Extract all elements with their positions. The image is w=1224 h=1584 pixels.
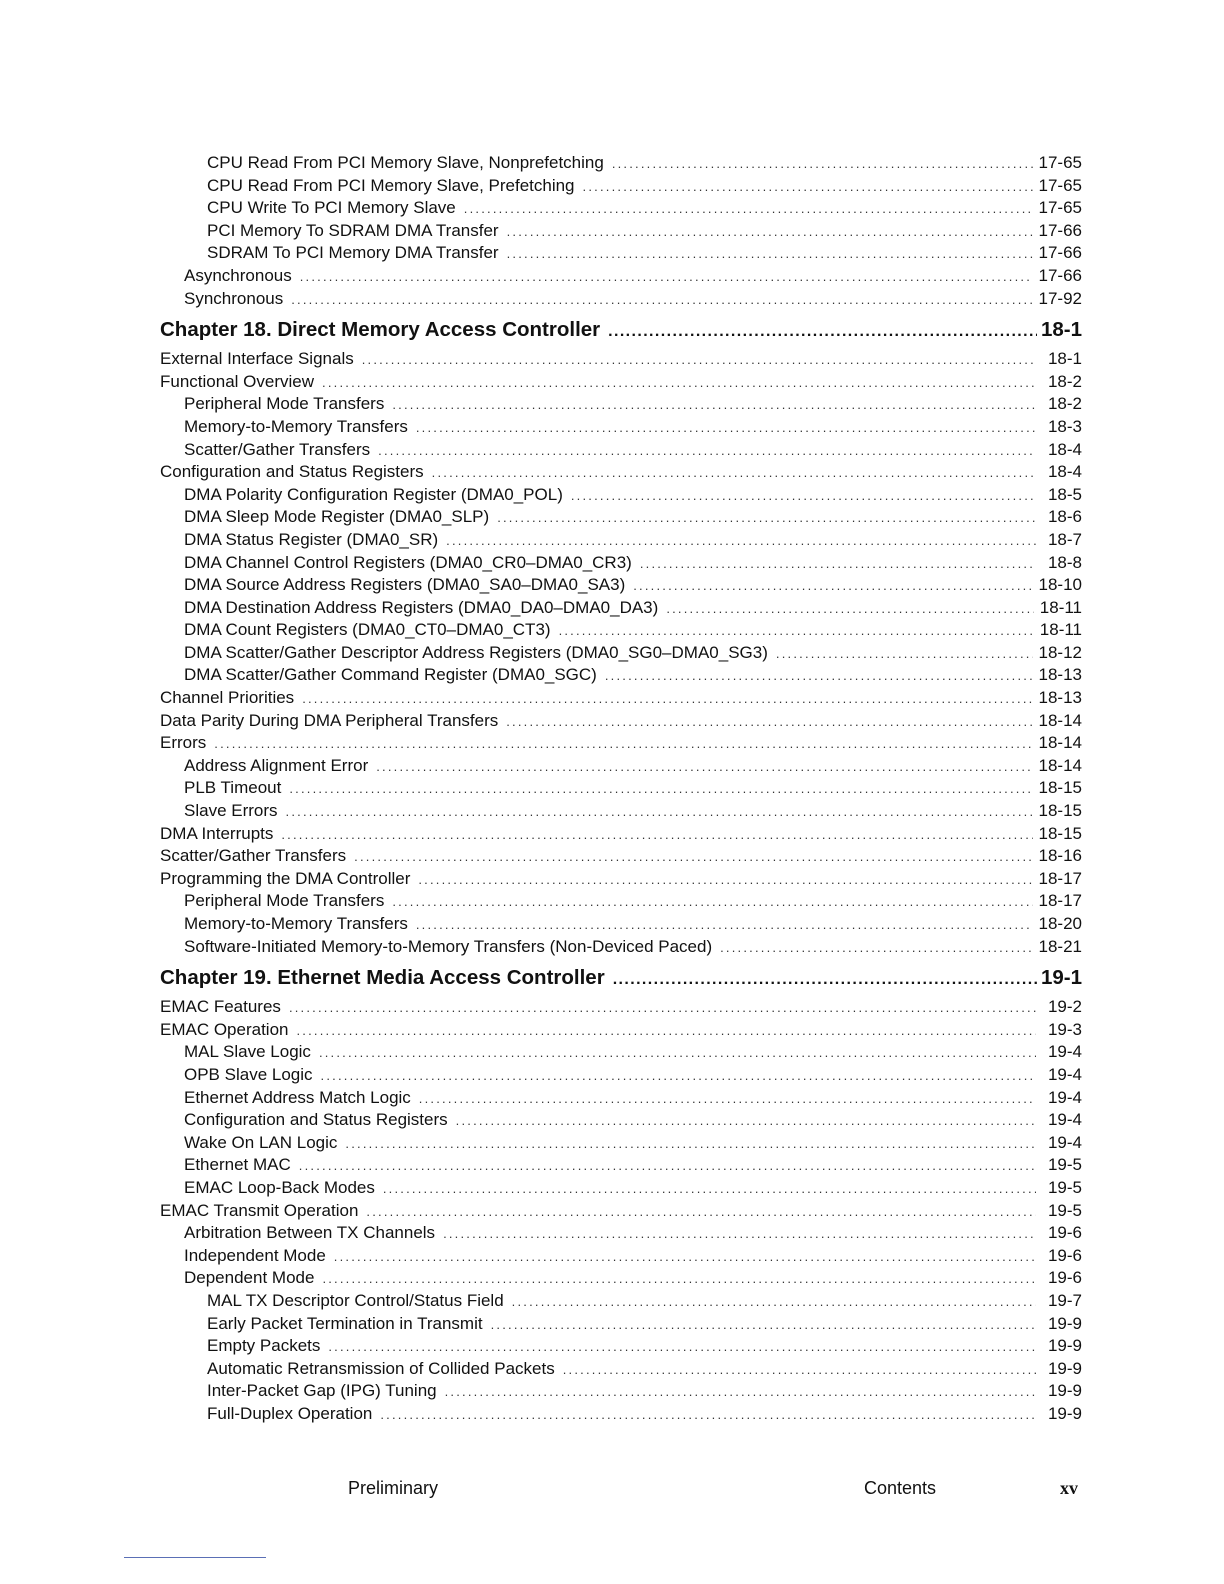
toc-entry[interactable] bbox=[160, 484, 1082, 507]
toc-entry-page: 18-11 bbox=[1039, 620, 1082, 640]
toc-entry[interactable] bbox=[160, 710, 1082, 733]
toc-entry-title: PCI Memory To SDRAM DMA Transfer bbox=[207, 220, 499, 240]
toc-entry-page: 18-10 bbox=[1038, 575, 1082, 595]
dot-leader bbox=[464, 198, 1033, 221]
toc-entry-title: EMAC Operation bbox=[160, 1019, 289, 1039]
dot-leader bbox=[418, 869, 1032, 892]
toc-entry[interactable] bbox=[160, 1267, 1082, 1290]
dot-leader bbox=[334, 1246, 1036, 1269]
toc-entry-page: 19-4 bbox=[1047, 1132, 1082, 1152]
toc-entry-title: DMA Channel Control Registers (DMA0_CR0–DMA0_CR3) bbox=[184, 552, 632, 572]
dot-leader bbox=[345, 1133, 1036, 1156]
toc-entry-page: 18-4 bbox=[1047, 439, 1082, 459]
toc-entry-title: EMAC Transmit Operation bbox=[160, 1200, 359, 1220]
toc-entry-page: 19-4 bbox=[1047, 1064, 1082, 1084]
toc-entry-page: 18-7 bbox=[1047, 529, 1082, 549]
toc-entry-page: 18-14 bbox=[1038, 733, 1082, 753]
toc-chapter-entry[interactable] bbox=[160, 313, 1082, 347]
toc-entry-title: MAL TX Descriptor Control/Status Field bbox=[207, 1290, 504, 1310]
toc-entry-page: 17-65 bbox=[1038, 198, 1082, 218]
toc-entry-title: Ethernet Address Match Logic bbox=[184, 1087, 411, 1107]
toc-entry-title: DMA Scatter/Gather Descriptor Address Registers (DMA0_SG0–DMA0_SG3) bbox=[184, 642, 768, 662]
toc-entry[interactable] bbox=[160, 823, 1082, 846]
toc-entry-title: DMA Scatter/Gather Command Register (DMA0_SGC) bbox=[184, 665, 597, 685]
toc-entry-title: Slave Errors bbox=[184, 801, 278, 821]
toc-entry[interactable] bbox=[160, 288, 1082, 311]
toc-entry-title: Programming the DMA Controller bbox=[160, 868, 411, 888]
toc-entry-title: DMA Destination Address Registers (DMA0_DA0–DMA0_DA3) bbox=[184, 597, 659, 617]
toc-entry-title: DMA Interrupts bbox=[160, 823, 274, 843]
toc-entry-title: Chapter 18. Direct Memory Access Controller bbox=[160, 318, 601, 342]
toc-entry-page: 19-9 bbox=[1047, 1381, 1082, 1401]
toc-entry-page: 18-2 bbox=[1047, 371, 1082, 391]
toc-entry-title: Memory-to-Memory Transfers bbox=[184, 914, 408, 933]
toc-entry-title: Software-Initiated Memory-to-Memory Transfers (Non-Deviced Paced) bbox=[184, 936, 713, 956]
toc-entry[interactable] bbox=[160, 845, 1082, 868]
toc-entry-page: 18-5 bbox=[1047, 484, 1082, 504]
toc-entry-title: EMAC Loop-Back Modes bbox=[184, 1177, 375, 1197]
toc-entry-page: 18-15 bbox=[1038, 801, 1082, 821]
toc-entry-title: Functional Overview bbox=[160, 371, 315, 391]
toc-entry[interactable] bbox=[160, 1380, 1082, 1403]
toc-entry[interactable] bbox=[160, 439, 1082, 462]
dot-leader bbox=[563, 1359, 1036, 1382]
toc-entry[interactable] bbox=[160, 1019, 1082, 1042]
toc-entry[interactable] bbox=[160, 1132, 1082, 1155]
toc-entry-title: Address Alignment Error bbox=[184, 755, 369, 775]
toc-entry-title: Inter-Packet Gap (IPG) Tuning bbox=[207, 1381, 437, 1401]
toc-entry-title: Early Packet Termination in Transmit bbox=[207, 1313, 483, 1333]
toc-entry[interactable] bbox=[160, 175, 1082, 198]
toc-entry[interactable] bbox=[160, 574, 1082, 597]
toc-entry-page: 17-66 bbox=[1038, 243, 1082, 263]
toc-entry-page: 19-5 bbox=[1047, 1200, 1082, 1220]
toc-entry[interactable] bbox=[160, 868, 1082, 891]
toc-entry[interactable] bbox=[160, 1087, 1082, 1110]
toc-entry[interactable] bbox=[160, 1245, 1082, 1268]
dot-leader bbox=[376, 756, 1032, 779]
toc-entry[interactable] bbox=[160, 890, 1082, 913]
dot-leader bbox=[362, 349, 1036, 372]
toc-entry[interactable] bbox=[160, 1313, 1082, 1336]
dot-leader bbox=[456, 1110, 1036, 1133]
table-of-contents bbox=[160, 152, 1082, 1425]
toc-entry-page: 18-13 bbox=[1038, 665, 1082, 685]
scan-edge-line bbox=[124, 1557, 266, 1558]
dot-leader bbox=[512, 1291, 1036, 1314]
toc-entry[interactable] bbox=[160, 1041, 1082, 1064]
toc-entry-title: Chapter 19. Ethernet Media Access Controller bbox=[160, 966, 605, 990]
toc-entry-title: Peripheral Mode Transfers bbox=[184, 394, 385, 414]
dot-leader bbox=[321, 1065, 1036, 1088]
toc-entry-page: 19-4 bbox=[1047, 1110, 1082, 1130]
toc-entry-page: 18-12 bbox=[1038, 642, 1082, 662]
toc-entry[interactable] bbox=[160, 777, 1082, 800]
toc-entry-title: Channel Priorities bbox=[160, 688, 295, 708]
dot-leader bbox=[583, 176, 1033, 199]
toc-entry[interactable] bbox=[160, 506, 1082, 529]
toc-entry[interactable] bbox=[160, 1335, 1082, 1358]
toc-entry-title: DMA Polarity Configuration Register (DMA0_POL) bbox=[184, 484, 563, 504]
dot-leader bbox=[432, 462, 1036, 485]
dot-leader bbox=[605, 665, 1033, 688]
toc-entry-page: 18-21 bbox=[1038, 936, 1082, 956]
dot-leader bbox=[666, 598, 1033, 621]
dot-leader bbox=[281, 824, 1032, 847]
toc-entry-title: DMA Sleep Mode Register (DMA0_SLP) bbox=[184, 507, 490, 527]
toc-entry[interactable] bbox=[160, 732, 1082, 755]
dot-leader bbox=[445, 1381, 1036, 1404]
dot-leader bbox=[354, 846, 1032, 869]
toc-entry-title: Automatic Retransmission of Collided Packets bbox=[207, 1358, 555, 1378]
toc-entry-page: 19-6 bbox=[1047, 1268, 1082, 1288]
toc-entry-page: 18-14 bbox=[1038, 755, 1082, 775]
dot-leader bbox=[380, 1404, 1036, 1427]
dot-leader bbox=[392, 394, 1036, 417]
toc-entry[interactable] bbox=[160, 642, 1082, 665]
toc-entry-page: 19-6 bbox=[1047, 1223, 1082, 1243]
toc-entry[interactable] bbox=[160, 242, 1082, 265]
toc-entry-page: 18-14 bbox=[1038, 710, 1082, 730]
toc-entry-title: DMA Status Register (DMA0_SR) bbox=[184, 529, 439, 549]
toc-entry-page: 18-6 bbox=[1047, 507, 1082, 527]
toc-entry[interactable] bbox=[160, 220, 1082, 243]
dot-leader bbox=[383, 1178, 1036, 1201]
dot-leader bbox=[507, 243, 1033, 266]
toc-entry[interactable] bbox=[160, 461, 1082, 484]
toc-entry-page: 18-15 bbox=[1038, 778, 1082, 798]
dot-leader bbox=[612, 153, 1033, 176]
toc-entry-page: 18-15 bbox=[1038, 823, 1082, 843]
toc-entry-title: Memory-to-Memory Transfers bbox=[184, 416, 408, 436]
toc-entry-page: 19-9 bbox=[1047, 1336, 1082, 1356]
toc-entry-page: 18-2 bbox=[1047, 394, 1082, 414]
toc-entry-page: 17-65 bbox=[1038, 175, 1082, 195]
dot-leader bbox=[720, 937, 1032, 960]
dot-leader bbox=[443, 1223, 1036, 1246]
dot-leader bbox=[446, 530, 1036, 553]
toc-entry-page: 17-66 bbox=[1038, 265, 1082, 285]
toc-entry-title: MAL Slave Logic bbox=[184, 1042, 311, 1062]
dot-leader bbox=[416, 914, 1033, 937]
dot-leader bbox=[776, 643, 1033, 666]
toc-entry[interactable] bbox=[160, 1358, 1082, 1381]
dot-leader bbox=[571, 485, 1036, 508]
toc-entry-title: PLB Timeout bbox=[184, 778, 282, 798]
toc-entry[interactable] bbox=[160, 1200, 1082, 1223]
toc-entry[interactable] bbox=[160, 197, 1082, 220]
toc-entry-title: External Interface Signals bbox=[160, 349, 354, 369]
toc-entry[interactable] bbox=[160, 1109, 1082, 1132]
dot-leader bbox=[297, 1020, 1037, 1043]
toc-entry[interactable] bbox=[160, 687, 1082, 710]
dot-leader bbox=[640, 553, 1036, 576]
dot-leader bbox=[291, 289, 1032, 312]
toc-entry-title: CPU Read From PCI Memory Slave, Nonprefetching bbox=[207, 153, 604, 172]
dot-leader bbox=[328, 1336, 1036, 1359]
toc-entry-title: Scatter/Gather Transfers bbox=[184, 439, 371, 459]
dot-leader bbox=[286, 801, 1033, 824]
toc-entry-title: CPU Read From PCI Memory Slave, Prefetching bbox=[207, 175, 575, 195]
toc-entry-page: 19-2 bbox=[1047, 997, 1082, 1017]
dot-leader bbox=[613, 963, 1037, 997]
toc-entry[interactable] bbox=[160, 371, 1082, 394]
toc-entry-page: 19-5 bbox=[1047, 1177, 1082, 1197]
toc-entry[interactable] bbox=[160, 1290, 1082, 1313]
toc-entry-title: Configuration and Status Registers bbox=[160, 462, 424, 482]
toc-entry[interactable] bbox=[160, 1177, 1082, 1200]
dot-leader bbox=[378, 440, 1036, 463]
toc-entry-title: Scatter/Gather Transfers bbox=[160, 846, 347, 866]
toc-entry-title: Data Parity During DMA Peripheral Transfers bbox=[160, 710, 499, 730]
dot-leader bbox=[289, 778, 1032, 801]
dot-leader bbox=[302, 688, 1032, 711]
dot-leader bbox=[633, 575, 1032, 598]
dot-leader bbox=[322, 372, 1036, 395]
toc-entry-title: Empty Packets bbox=[207, 1336, 321, 1356]
toc-entry-page: 19-1 bbox=[1040, 966, 1082, 990]
toc-entry[interactable] bbox=[160, 1403, 1082, 1426]
toc-entry-page: 19-6 bbox=[1047, 1245, 1082, 1265]
toc-entry[interactable] bbox=[160, 1154, 1082, 1177]
toc-entry-page: 19-3 bbox=[1047, 1019, 1082, 1039]
dot-leader bbox=[289, 997, 1036, 1020]
toc-entry-page: 19-5 bbox=[1047, 1155, 1082, 1175]
toc-entry[interactable] bbox=[160, 152, 1082, 175]
footer-section-label: Contents bbox=[864, 1478, 937, 1498]
dot-leader bbox=[559, 620, 1034, 643]
toc-entry-title: OPB Slave Logic bbox=[184, 1064, 313, 1084]
dot-leader bbox=[322, 1268, 1036, 1291]
toc-entry[interactable] bbox=[160, 755, 1082, 778]
toc-entry-page: 18-4 bbox=[1047, 462, 1082, 482]
toc-chapter-entry[interactable] bbox=[160, 961, 1082, 995]
toc-entry-page: 18-8 bbox=[1047, 552, 1082, 572]
toc-entry[interactable] bbox=[160, 393, 1082, 416]
toc-entry-page: 18-1 bbox=[1047, 349, 1082, 369]
toc-entry[interactable] bbox=[160, 416, 1082, 439]
toc-entry[interactable] bbox=[160, 1064, 1082, 1087]
footer-page-number: xv bbox=[1060, 1478, 1078, 1498]
toc-entry[interactable] bbox=[160, 552, 1082, 575]
footer-status-label: Preliminary bbox=[348, 1478, 439, 1498]
toc-entry-title: CPU Write To PCI Memory Slave bbox=[207, 198, 456, 218]
toc-entry-page: 19-9 bbox=[1047, 1313, 1082, 1333]
toc-entry[interactable] bbox=[160, 348, 1082, 371]
dot-leader bbox=[507, 221, 1033, 244]
dot-leader bbox=[319, 1042, 1036, 1065]
toc-entry[interactable] bbox=[160, 265, 1082, 288]
toc-entry-title: Arbitration Between TX Channels bbox=[184, 1223, 436, 1243]
toc-entry-page: 19-7 bbox=[1047, 1290, 1082, 1310]
dot-leader bbox=[497, 507, 1036, 530]
dot-leader bbox=[419, 1088, 1036, 1111]
toc-entry-page: 17-66 bbox=[1038, 220, 1082, 240]
toc-entry[interactable] bbox=[160, 597, 1082, 620]
dot-leader bbox=[392, 891, 1032, 914]
dot-leader bbox=[506, 711, 1032, 734]
toc-entry[interactable] bbox=[160, 800, 1082, 823]
toc-entry[interactable] bbox=[160, 664, 1082, 687]
toc-entry-page: 18-11 bbox=[1039, 597, 1082, 617]
toc-entry[interactable] bbox=[160, 1222, 1082, 1245]
toc-entry-title: Ethernet MAC bbox=[184, 1155, 291, 1175]
toc-entry-page: 18-17 bbox=[1038, 868, 1082, 888]
dot-leader bbox=[299, 1155, 1036, 1178]
toc-entry-title: DMA Count Registers (DMA0_CT0–DMA0_CT3) bbox=[184, 620, 551, 640]
toc-entry-title: SDRAM To PCI Memory DMA Transfer bbox=[207, 243, 499, 263]
page-footer bbox=[0, 1478, 1224, 1502]
toc-entry-page: 17-65 bbox=[1038, 153, 1082, 172]
toc-entry[interactable] bbox=[160, 936, 1082, 959]
dot-leader bbox=[214, 733, 1032, 756]
toc-entry-title: Dependent Mode bbox=[184, 1268, 315, 1288]
toc-entry-page: 17-92 bbox=[1038, 288, 1082, 308]
toc-entry-page: 19-9 bbox=[1047, 1403, 1082, 1423]
toc-entry[interactable] bbox=[160, 913, 1082, 936]
toc-entry-page: 19-4 bbox=[1047, 1042, 1082, 1062]
toc-entry-page: 19-9 bbox=[1047, 1358, 1082, 1378]
toc-entry-title: Independent Mode bbox=[184, 1245, 326, 1265]
toc-entry-page: 18-20 bbox=[1038, 914, 1082, 933]
toc-entry[interactable] bbox=[160, 996, 1082, 1019]
toc-entry-title: Asynchronous bbox=[184, 265, 292, 285]
toc-entry-page: 18-16 bbox=[1038, 846, 1082, 866]
dot-leader bbox=[366, 1201, 1036, 1224]
toc-entry-title: Synchronous bbox=[184, 288, 284, 308]
toc-entry-title: Full-Duplex Operation bbox=[207, 1403, 373, 1423]
toc-entry-page: 18-1 bbox=[1040, 318, 1082, 342]
dot-leader bbox=[300, 266, 1033, 289]
dot-leader bbox=[416, 417, 1036, 440]
toc-entry-title: Configuration and Status Registers bbox=[184, 1110, 448, 1130]
toc-entry[interactable] bbox=[160, 529, 1082, 552]
toc-entry-title: Errors bbox=[160, 733, 207, 753]
toc-entry-page: 19-4 bbox=[1047, 1087, 1082, 1107]
dot-leader bbox=[491, 1314, 1036, 1337]
toc-entry-page: 18-13 bbox=[1038, 688, 1082, 708]
toc-entry-title: DMA Source Address Registers (DMA0_SA0–DMA0_SA3) bbox=[184, 575, 626, 595]
toc-entry[interactable] bbox=[160, 619, 1082, 642]
toc-entry-page: 18-17 bbox=[1038, 891, 1082, 911]
toc-entry-title: Wake On LAN Logic bbox=[184, 1132, 338, 1152]
dot-leader bbox=[608, 315, 1037, 349]
toc-entry-title: Peripheral Mode Transfers bbox=[184, 891, 385, 911]
toc-entry-page: 18-3 bbox=[1047, 416, 1082, 436]
toc-entry-title: EMAC Features bbox=[160, 997, 281, 1017]
